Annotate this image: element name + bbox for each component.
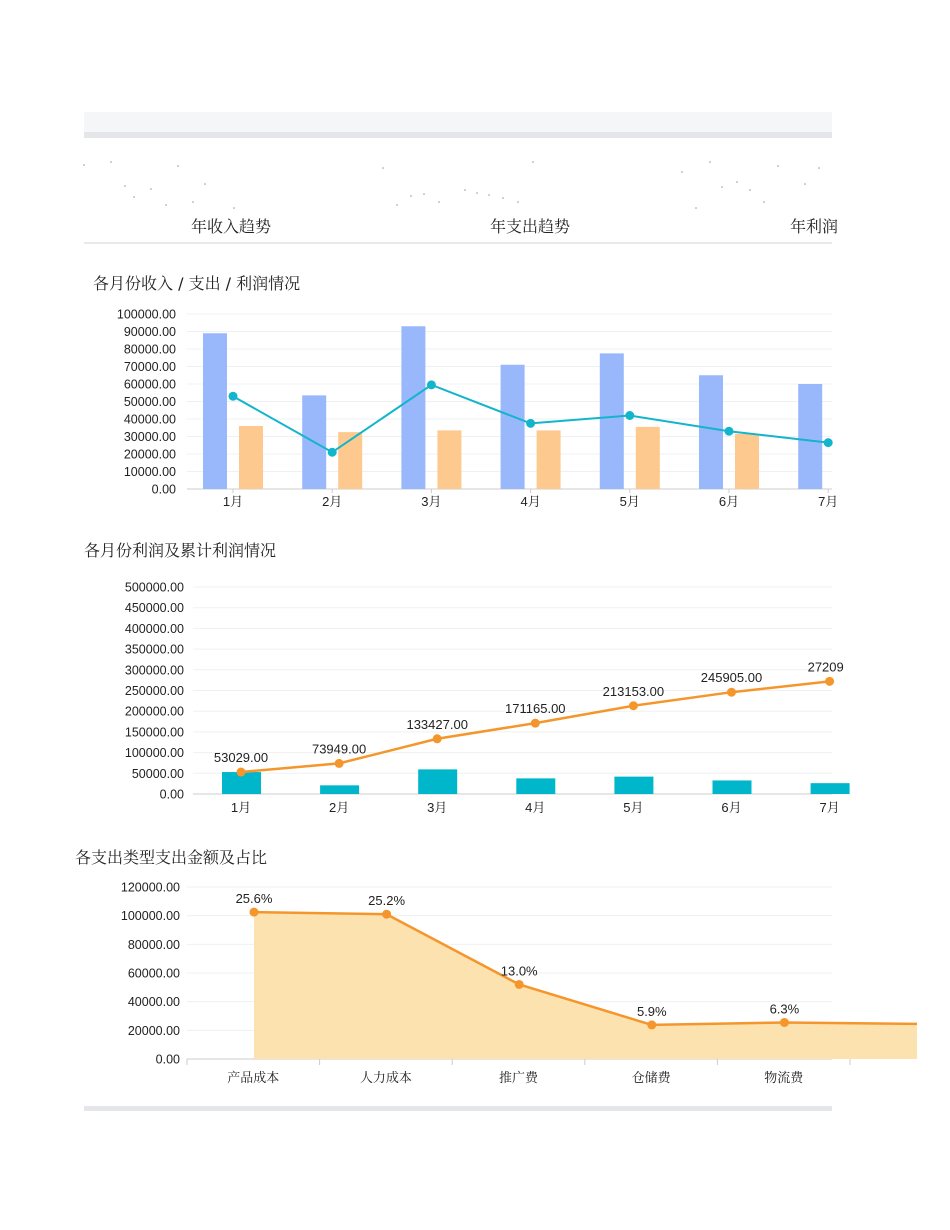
sparkline-dot	[709, 161, 711, 163]
sparkline-dot	[736, 181, 738, 183]
sparkline-dot	[396, 204, 398, 206]
chart1-income-bar	[600, 353, 624, 489]
sparkline-dot	[488, 194, 490, 196]
chart3-ytick-label: 0.00	[155, 1052, 180, 1067]
chart3-ytick-label: 40000.00	[127, 995, 180, 1010]
sparkline-dot	[721, 186, 723, 188]
chart2-data-label: 133427.00	[406, 716, 468, 732]
chart2-ytick-label: 300000.00	[124, 663, 184, 678]
sparkline-dot	[464, 189, 466, 191]
chart1-income-bar	[798, 384, 822, 489]
chart1-profit-point	[229, 392, 238, 401]
top-divider	[84, 132, 832, 138]
sparkline-dot	[695, 207, 697, 209]
chart1-expense-bar	[735, 434, 759, 489]
chart2-xtick-label: 6月	[721, 800, 742, 815]
chart2-profit-bar	[811, 783, 850, 794]
chart1-ytick-label: 80000.00	[123, 342, 176, 357]
sparkline-dot	[476, 192, 478, 194]
chart2-cumulative-point	[531, 719, 540, 728]
chart2-xtick-label: 7月	[819, 800, 840, 815]
chart3-container	[75, 844, 832, 1094]
chart1-xtick-label: 3月	[421, 494, 442, 509]
chart3-title: 各支出类型支出金额及占比	[75, 848, 268, 867]
chart1-income-bar	[401, 326, 425, 489]
chart3-area-fill	[254, 912, 917, 1059]
chart2-cumulative-point	[629, 701, 638, 710]
chart1-income-bar	[699, 375, 723, 489]
sparkline-dot	[124, 185, 126, 187]
chart2-title: 各月份利润及累计利润情况	[84, 541, 277, 560]
chart1-expense-bar	[537, 430, 561, 489]
sparkline-dot	[818, 167, 820, 169]
chart1-profit-point	[526, 419, 535, 428]
chart2-ytick-label: 250000.00	[124, 684, 184, 698]
sparkline-dots	[84, 150, 832, 220]
chart3-point	[250, 908, 259, 917]
chart1-title: 各月份收入 / 支出 / 利润情况	[93, 274, 301, 293]
chart1-ytick-label: 70000.00	[123, 360, 176, 374]
top-bar	[84, 112, 832, 132]
chart1-profit-point	[824, 438, 833, 447]
chart3-point	[515, 980, 524, 989]
chart3-point	[647, 1020, 656, 1029]
chart3-data-label: 25.6%	[235, 891, 273, 907]
bottom-divider	[84, 1106, 832, 1111]
chart2-profit-cumulative	[84, 570, 844, 820]
chart2-ytick-label: 50000.00	[131, 766, 184, 781]
chart2-profit-bar	[418, 769, 457, 794]
chart3-ytick-label: 80000.00	[127, 937, 180, 952]
chart1-ytick-label: 40000.00	[123, 412, 176, 427]
chart2-cumulative-point	[825, 677, 834, 686]
chart1-income-expense-profit	[84, 300, 839, 515]
chart2-ytick-label: 150000.00	[124, 725, 184, 740]
chart2-xtick-label: 5月	[623, 800, 644, 815]
chart1-ytick-label: 90000.00	[123, 325, 176, 339]
chart2-ytick-label: 450000.00	[124, 601, 184, 616]
chart2-ytick-label: 200000.00	[124, 704, 184, 719]
chart3-point	[780, 1018, 789, 1027]
chart2-ytick-label: 350000.00	[124, 642, 184, 657]
tab-income-trend[interactable]: 年收入趋势	[191, 217, 272, 236]
chart1-ytick-label: 20000.00	[123, 447, 176, 462]
trend-tabs-row	[84, 150, 839, 244]
chart1-xtick-label: 1月	[222, 494, 244, 509]
sparkline-dot	[133, 196, 135, 198]
chart3-xtick-label: 仓储费	[631, 1070, 671, 1085]
chart2-xtick-label: 2月	[328, 800, 350, 815]
chart1-xtick-label: 7月	[818, 494, 839, 509]
chart3-ytick-label: 120000.00	[120, 880, 180, 895]
chart2-profit-bar	[320, 785, 359, 794]
chart1-expense-bar	[437, 430, 461, 489]
tab-profit-trend[interactable]: 年利润	[790, 217, 839, 236]
chart1-ytick-label: 50000.00	[123, 395, 176, 409]
sparkline-dot	[204, 183, 206, 185]
chart3-xtick-label: 人力成本	[359, 1070, 412, 1085]
chart2-cumulative-point	[237, 768, 246, 777]
chart2-xtick-label: 1月	[230, 800, 252, 815]
chart3-xtick-label: 物流费	[764, 1070, 804, 1085]
chart1-income-bar	[501, 365, 525, 489]
chart1-xtick-label: 4月	[520, 494, 541, 509]
chart2-xtick-label: 3月	[427, 800, 448, 815]
chart2-data-label: 27209	[807, 659, 844, 675]
chart3-data-label: 13.0%	[500, 963, 538, 979]
sparkline-dot	[763, 201, 765, 203]
chart1-ytick-label: 60000.00	[123, 377, 176, 392]
chart3-xtick-label: 产品成本	[227, 1070, 280, 1085]
sparkline-dot	[83, 164, 85, 166]
chart1-income-bar	[203, 333, 227, 489]
chart3-expense-types	[84, 844, 832, 1094]
chart2-ytick-label: 400000.00	[124, 621, 184, 636]
chart1-xtick-label: 2月	[322, 494, 343, 509]
sparkline-dot	[777, 165, 779, 167]
chart2-ytick-label: 0.00	[159, 787, 184, 802]
chart1-ytick-label: 0.00	[151, 482, 176, 497]
chart1-xtick-label: 6月	[718, 494, 740, 509]
chart3-data-label: 6.3%	[769, 1001, 800, 1017]
sparkline-dot	[192, 201, 194, 203]
chart1-profit-point	[725, 427, 734, 436]
chart2-profit-bar	[516, 778, 555, 794]
chart1-profit-point	[427, 380, 436, 389]
chart3-data-label: 5.9%	[636, 1003, 667, 1019]
sparkline-dot	[502, 197, 504, 199]
chart2-ytick-label: 500000.00	[124, 580, 184, 595]
chart2-cumulative-point	[335, 759, 344, 768]
chart2-data-label: 53029.00	[213, 750, 269, 766]
chart2-data-label: 171165.00	[505, 701, 566, 717]
sparkline-dot	[233, 207, 235, 209]
sparkline-dot	[532, 161, 534, 163]
sparkline-dot	[165, 204, 167, 206]
sparkline-dot	[681, 171, 683, 173]
chart2-xtick-label: 4月	[525, 800, 546, 815]
chart3-ytick-label: 20000.00	[127, 1023, 180, 1038]
chart3-ytick-label: 60000.00	[127, 966, 180, 981]
tab-expense-trend[interactable]: 年支出趋势	[490, 217, 571, 236]
chart2-data-label: 73949.00	[311, 741, 367, 757]
chart1-ytick-label: 30000.00	[123, 430, 176, 444]
sparkline-dot	[423, 193, 425, 195]
chart2-container	[84, 570, 844, 820]
chart1-xtick-label: 5月	[619, 494, 640, 509]
sparkline-dot	[110, 161, 112, 163]
sparkline-dot	[438, 201, 440, 203]
sparkline-dot	[177, 165, 179, 167]
chart2-data-label: 213153.00	[602, 683, 665, 699]
chart1-profit-point	[328, 448, 337, 457]
chart2-profit-bar	[713, 780, 752, 794]
chart3-data-label: 25.2%	[368, 893, 406, 909]
chart3-point	[382, 910, 391, 919]
chart1-profit-point	[625, 411, 634, 420]
sparkline-dot	[749, 189, 751, 191]
chart1-ytick-label: 100000.00	[116, 307, 176, 322]
sparkline-dot	[382, 167, 384, 169]
chart1-expense-bar	[636, 427, 660, 489]
chart1-ytick-label: 10000.00	[123, 465, 176, 479]
sparkline-dot	[150, 188, 152, 190]
chart2-cumulative-point	[727, 688, 736, 697]
sparkline-dot	[804, 183, 806, 185]
chart2-profit-bar	[614, 777, 653, 794]
sparkline-dot	[410, 195, 412, 197]
chart3-xtick-label: 推广费	[498, 1070, 539, 1085]
sparkline-dot	[517, 201, 519, 203]
chart2-ytick-label: 100000.00	[124, 746, 184, 761]
chart2-data-label: 245905.00	[700, 670, 763, 686]
chart2-cumulative-point	[433, 734, 442, 743]
chart1-container	[84, 300, 839, 515]
chart1-expense-bar	[239, 426, 263, 489]
chart3-ytick-label: 100000.00	[120, 909, 180, 924]
